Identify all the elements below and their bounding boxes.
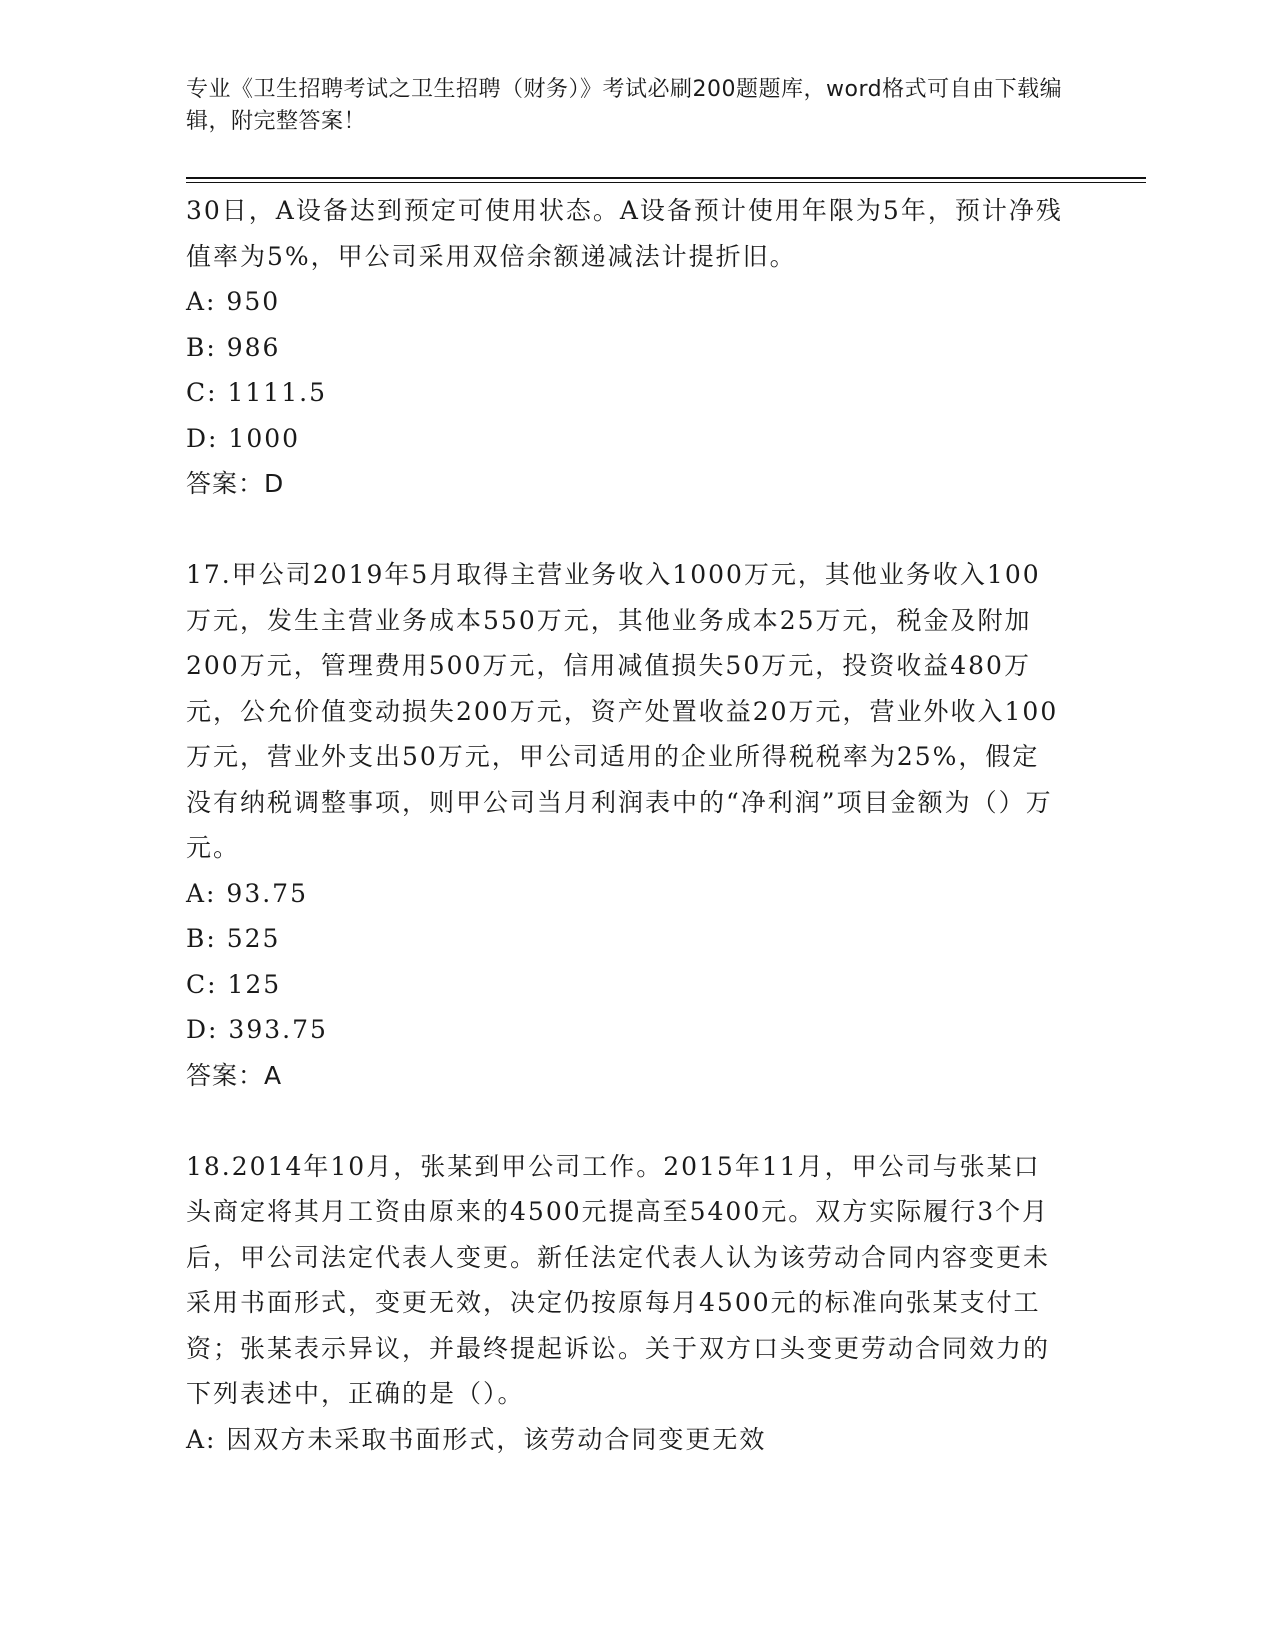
question-18	[186, 1144, 1066, 1463]
question-content	[186, 188, 1066, 1462]
question-16	[186, 188, 1066, 507]
option-a: A: 950	[186, 287, 281, 316]
question-17	[186, 552, 1066, 1098]
answer-line: 答案：A	[186, 1060, 283, 1090]
option-b: B: 986	[186, 332, 281, 362]
option-a: A: 93.75	[186, 878, 308, 908]
option-d: D: 393.75	[186, 1015, 328, 1044]
spacer	[186, 507, 1066, 553]
document-header-title: 专业《卫生招聘考试之卫生招聘（财务）》考试必刷200题题库，word格式可自由下载编辑，附完整答案！	[186, 77, 1063, 134]
spacer	[186, 1098, 1066, 1144]
option-b: B: 525	[186, 924, 281, 953]
answer-line: 答案：D	[186, 469, 285, 498]
question-stem: 18.2014年10月，张某到甲公司工作。2015年11月，甲公司与张某口头商定将其月工资由原来的4500元提高至5400元。双方实际履行3个月后，甲公司法定代表人变更。新任法定代表人认为该劳动合同内容变更未采用书面形式，变更无效，决定仍按原每月4500元的标准向张某支付工资；张某表示异议，并最终提起诉讼。关于双方口头变更劳动合同效力的下列表述中，正确的是（）。	[186, 1151, 1051, 1408]
option-a: A: 因双方未采取书面形式，该劳动合同变更无效	[186, 1424, 767, 1454]
header-divider-thin	[186, 182, 1146, 183]
option-d: D: 1000	[186, 423, 301, 453]
question-stem: 17.甲公司2019年5月取得主营业务收入1000万元，其他业务收入100万元，发生主营业务成本550万元，其他业务成本25万元，税金及附加200万元，管理费用500万元，信用减值损失50万元，投资收益480万元，公允价值变动损失200万元，资产处置收益20万元，营业外收入100万元，营业外支出50万元，甲公司适用的企业所得税税率为25%，假定没有纳税调整事项，则甲公司当月利润表中的“净利润”项目金额为（）万元。	[186, 560, 1059, 862]
option-c: C: 125	[186, 969, 282, 999]
header-divider-thick	[186, 177, 1146, 179]
option-c: C: 1111.5	[186, 378, 327, 407]
question-stem: 30日，A设备达到预定可使用状态。A设备预计使用年限为5年，预计净残值率为5%，甲公司采用双倍余额递减法计提折旧。	[186, 196, 1063, 271]
